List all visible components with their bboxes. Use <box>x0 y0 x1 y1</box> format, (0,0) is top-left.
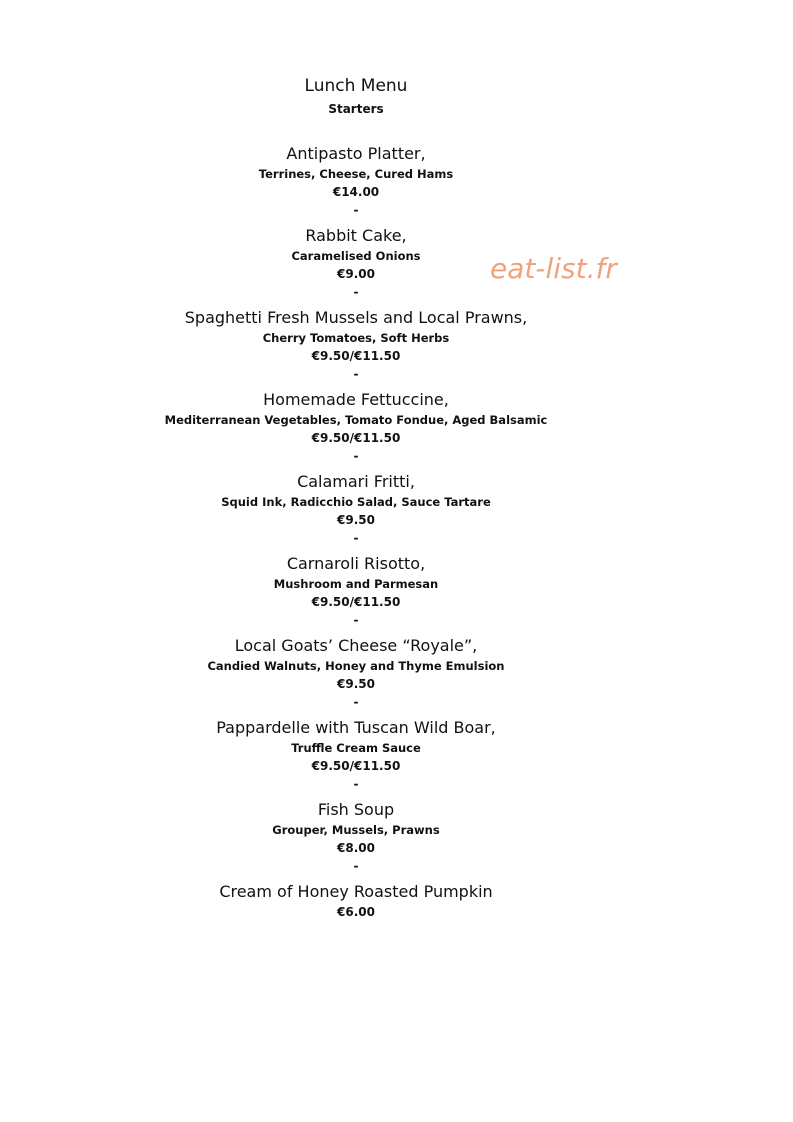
dish-price: €8.00 <box>337 841 375 855</box>
menu-item <box>0 799 712 881</box>
dish-price: €9.00 <box>337 267 375 281</box>
menu-title: Lunch Menu <box>304 76 408 96</box>
item-separator: - <box>353 449 359 463</box>
item-separator: - <box>353 367 359 381</box>
dish-name: Homemade Fettuccine, <box>263 390 449 409</box>
dish-name: Carnaroli Risotto, <box>286 554 426 573</box>
item-separator: - <box>353 695 359 709</box>
dish-name: Calamari Fritti, <box>297 472 415 491</box>
menu-item <box>0 635 712 717</box>
dish-price: €9.50/€11.50 <box>311 759 401 773</box>
menu-item <box>0 553 712 635</box>
watermark-text: eat-list.fr <box>490 252 617 285</box>
menu-item <box>0 389 712 471</box>
dish-name: Cream of Honey Roasted Pumpkin <box>219 882 493 901</box>
dish-price: €14.00 <box>332 185 380 199</box>
dish-name: Rabbit Cake, <box>305 226 407 245</box>
menu-item <box>0 717 712 799</box>
dish-description: Caramelised Onions <box>291 249 421 263</box>
menu-item <box>0 881 712 963</box>
item-separator: - <box>353 859 359 873</box>
dish-price: €9.50/€11.50 <box>311 431 401 445</box>
menu-item <box>0 307 712 389</box>
dish-name: Spaghetti Fresh Mussels and Local Prawns, <box>184 308 528 327</box>
menu-item <box>0 143 712 225</box>
dish-description: Cherry Tomatoes, Soft Herbs <box>262 331 450 345</box>
dish-price: €6.00 <box>337 905 375 919</box>
dish-description: Mushroom and Parmesan <box>273 577 439 591</box>
dish-price: €9.50/€11.50 <box>311 595 401 609</box>
dish-price: €9.50/€11.50 <box>311 349 401 363</box>
dish-name: Pappardelle with Tuscan Wild Boar, <box>216 718 496 737</box>
item-separator: - <box>353 203 359 217</box>
dish-description: Terrines, Cheese, Cured Hams <box>258 167 454 181</box>
item-separator: - <box>353 613 359 627</box>
item-separator: - <box>353 777 359 791</box>
dish-description: Candied Walnuts, Honey and Thyme Emulsion <box>207 659 505 673</box>
dish-description: Mediterranean Vegetables, Tomato Fondue, Aged Balsamic <box>164 413 548 427</box>
dish-name: Antipasto Platter, <box>286 144 426 163</box>
dish-price: €9.50 <box>337 677 375 691</box>
item-separator: - <box>353 531 359 545</box>
item-separator: - <box>353 285 359 299</box>
dish-name: Fish Soup <box>317 800 395 819</box>
menu-item <box>0 471 712 553</box>
dish-name: Local Goats’ Cheese “Royale”, <box>234 636 478 655</box>
section-heading: Starters <box>328 102 384 116</box>
dish-description: Squid Ink, Radicchio Salad, Sauce Tartare <box>221 495 491 509</box>
dish-description: Grouper, Mussels, Prawns <box>272 823 440 837</box>
dish-description: Truffle Cream Sauce <box>291 741 421 755</box>
dish-price: €9.50 <box>337 513 375 527</box>
